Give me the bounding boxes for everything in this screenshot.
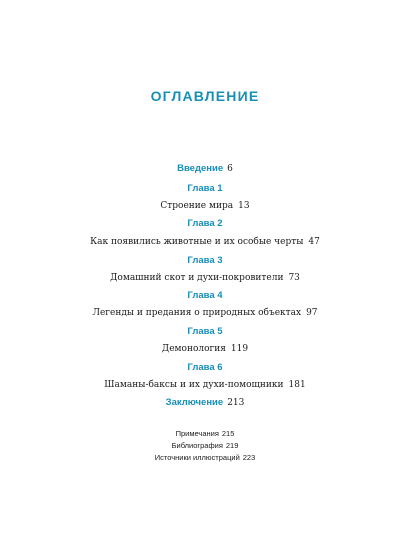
chapter-label: Глава 3 — [187, 255, 223, 266]
toc-entry-chapter-4[interactable] — [0, 304, 410, 318]
chapter-title: Строение мира — [160, 201, 234, 211]
conclusion-label: Заключение — [165, 397, 224, 408]
back-matter-label: Источники иллюстраций — [154, 453, 240, 462]
intro-label: Введение — [177, 163, 224, 174]
intro-page: 6 — [227, 164, 233, 174]
chapter-3-label — [0, 252, 410, 266]
chapter-title: Домашний скот и духи-покровители — [110, 273, 284, 283]
chapter-title: Легенды и предания о природных объектах — [92, 308, 302, 318]
back-matter-page: 219 — [225, 441, 239, 450]
toc-entry-conclusion[interactable] — [0, 394, 410, 408]
toc-entry-chapter-3[interactable] — [0, 269, 410, 283]
chapter-page: 181 — [288, 380, 306, 390]
chapter-page: 119 — [230, 344, 249, 354]
conclusion-page: 213 — [227, 398, 245, 408]
chapter-label: Глава 5 — [187, 326, 223, 337]
back-matter-label: Библиография — [171, 441, 223, 450]
back-matter-page: 223 — [242, 453, 256, 462]
chapter-label: Глава 2 — [187, 218, 223, 229]
chapter-title: Шаманы-баксы и их духи-помощники — [104, 380, 284, 390]
chapter-label: Глава 6 — [187, 362, 223, 373]
back-matter-page: 215 — [221, 429, 235, 438]
chapter-4-label — [0, 287, 410, 301]
toc-heading: ОГЛАВЛЕНИЕ — [150, 88, 260, 104]
chapter-label: Глава 4 — [187, 290, 223, 301]
back-matter-label: Примечания — [175, 429, 219, 438]
chapter-title: Как появились животные и их особые черты — [90, 237, 304, 247]
chapter-page: 13 — [238, 201, 250, 211]
chapter-page: 47 — [308, 237, 320, 247]
chapter-title: Демонология — [161, 344, 226, 354]
toc-entry-illustration-sources[interactable] — [0, 449, 410, 463]
chapter-2-label — [0, 215, 410, 229]
chapter-1-label — [0, 180, 410, 194]
chapter-5-label — [0, 323, 410, 337]
toc-entry-chapter-2[interactable] — [0, 233, 410, 247]
toc-entry-chapter-5[interactable] — [0, 340, 410, 354]
chapter-page: 73 — [288, 273, 300, 283]
chapter-6-label — [0, 359, 410, 373]
toc-entry-intro[interactable] — [0, 160, 410, 174]
chapter-page: 97 — [306, 308, 318, 318]
toc-entry-chapter-1[interactable] — [0, 197, 410, 211]
toc-entry-chapter-6[interactable] — [0, 376, 410, 390]
chapter-label: Глава 1 — [187, 183, 223, 194]
